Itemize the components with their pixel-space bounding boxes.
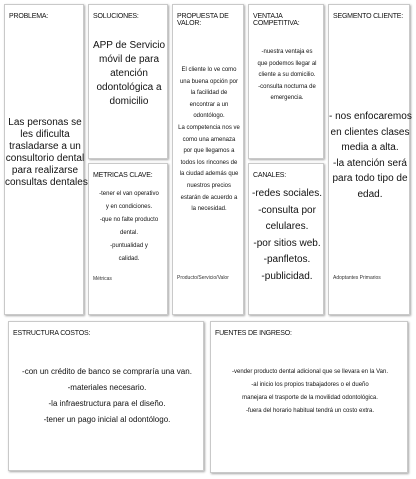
propuesta-line: por que llegamos a bbox=[183, 148, 235, 155]
canales-line: -panfletos. bbox=[263, 254, 311, 265]
ingresos-block bbox=[210, 321, 408, 473]
propuesta-line: una buena opción por bbox=[179, 78, 239, 85]
problema-line: para realizarse bbox=[11, 165, 79, 176]
propuesta-line: la ciudad además que bbox=[179, 171, 239, 178]
metricas-line: -que no falte producto bbox=[99, 217, 159, 223]
ventaja-line: que podemos llegar al bbox=[257, 60, 317, 67]
soluciones-text bbox=[89, 39, 169, 109]
costos-header: ESTRUCTURA COSTOS: bbox=[13, 330, 91, 337]
metricas-text bbox=[89, 188, 169, 266]
metricas-footnote: Métricas bbox=[93, 276, 112, 282]
propuesta-header: PROPUESTA DE VALOR: bbox=[177, 13, 229, 27]
ingresos-line: -al inicio los propios trabajadores o el dueño bbox=[251, 382, 369, 388]
problema-line: consultorio dental bbox=[5, 153, 85, 164]
propuesta-footnote: Producto/Servicio/Valor bbox=[177, 275, 229, 281]
canales-line: -publicidad. bbox=[261, 270, 313, 282]
segmento-line: edad. bbox=[357, 188, 383, 200]
segmento-line: - nos enfocaremos bbox=[329, 111, 412, 122]
ingresos-line: -fuera del horario habitual tendrá un costo extra. bbox=[245, 408, 375, 414]
ventaja-line: cliente a su domicilio. bbox=[258, 72, 316, 78]
canales-block bbox=[248, 163, 324, 315]
ventaja-line: -nuestra ventaja es bbox=[261, 49, 313, 55]
propuesta-line: odontólogo. bbox=[193, 113, 225, 120]
metricas-line: y en condiciones. bbox=[105, 204, 153, 210]
metricas-line: calidad. bbox=[118, 256, 140, 262]
propuesta-block bbox=[172, 4, 244, 315]
canales-line: celulares. bbox=[265, 221, 309, 232]
problema-header: PROBLEMA: bbox=[9, 13, 49, 20]
propuesta-line: nuestros precios bbox=[186, 182, 232, 189]
ingresos-line: manejara el trasporte de la movilidad odontológica. bbox=[242, 395, 378, 401]
metricas-block bbox=[88, 163, 168, 315]
ventaja-line: emergencia. bbox=[270, 95, 304, 101]
canales-line: -redes sociales. bbox=[251, 188, 323, 199]
soluciones-line: odontológica a bbox=[96, 82, 162, 93]
soluciones-block bbox=[88, 4, 168, 159]
soluciones-line: domicilio bbox=[109, 96, 149, 107]
ingresos-text bbox=[211, 366, 409, 418]
costos-line: -materiales necesario. bbox=[67, 383, 147, 392]
segmento-header: SEGMENTO CLIENTE: bbox=[333, 13, 403, 20]
ingresos-header: FUENTES DE INGRESO: bbox=[215, 330, 292, 337]
problema-text bbox=[5, 117, 88, 189]
propuesta-line: estarán de acuerdo a bbox=[180, 194, 238, 201]
soluciones-line: APP de Servicio bbox=[92, 40, 166, 51]
ingresos-line: -vender producto dental adicional que se llevara en la Van. bbox=[232, 369, 388, 375]
problema-line: consultas dentales bbox=[5, 177, 88, 188]
canales-line: -consulta por bbox=[258, 204, 316, 216]
segmento-block bbox=[328, 4, 410, 315]
problema-line: Las personas se bbox=[8, 117, 82, 128]
soluciones-header: SOLUCIONES: bbox=[93, 13, 139, 20]
propuesta-text bbox=[173, 65, 245, 216]
propuesta-line: encontrar a un bbox=[189, 101, 229, 108]
segmento-footnote: Adoptantes Primarios bbox=[333, 275, 381, 281]
segmento-line: -la atención será bbox=[333, 157, 407, 169]
propuesta-line: la necesidad. bbox=[191, 206, 227, 213]
metricas-header: METRICAS CLAVE: bbox=[93, 172, 153, 179]
metricas-line: -puntualidad y bbox=[110, 243, 148, 249]
canales-text bbox=[249, 186, 325, 285]
segmento-line: para todo tipo de bbox=[332, 173, 408, 184]
segmento-text bbox=[329, 109, 411, 202]
ventaja-text bbox=[249, 47, 325, 105]
costos-block bbox=[8, 321, 204, 471]
costos-line: -con un crédito de banco se compraría una van. bbox=[22, 367, 192, 376]
canales-header: CANALES: bbox=[253, 172, 287, 179]
segmento-line: en clientes clases bbox=[330, 126, 410, 138]
problema-block bbox=[4, 4, 88, 315]
problema-line: trasladarse a un bbox=[9, 141, 81, 152]
metricas-line: dental. bbox=[119, 230, 138, 236]
costos-line: -la infraestructura para el diseño. bbox=[48, 399, 166, 408]
propuesta-line: la facilidad de bbox=[190, 90, 228, 97]
problema-line: les dificulta bbox=[20, 129, 70, 140]
soluciones-line: móvil de para bbox=[98, 54, 160, 65]
costos-line: -tener un pago inicial al odontólogo. bbox=[43, 415, 171, 424]
segmento-line: media a alta. bbox=[341, 142, 399, 153]
ventaja-line: -consulta nocturna de bbox=[258, 83, 316, 90]
metricas-line: -tener el van operativo bbox=[99, 191, 159, 197]
ventaja-block bbox=[248, 4, 324, 159]
propuesta-line: La competencia nos ve bbox=[178, 124, 240, 131]
ventaja-header: VENTAJA COMPETITIVA: bbox=[253, 13, 300, 27]
propuesta-line: todos los rincones de bbox=[180, 159, 238, 166]
propuesta-line: como una amenaza bbox=[182, 136, 236, 143]
canales-line: -por sitios web. bbox=[253, 237, 321, 249]
propuesta-line: El cliente lo ve como bbox=[181, 67, 237, 73]
costos-text bbox=[9, 364, 205, 428]
soluciones-line: atención bbox=[110, 68, 148, 79]
